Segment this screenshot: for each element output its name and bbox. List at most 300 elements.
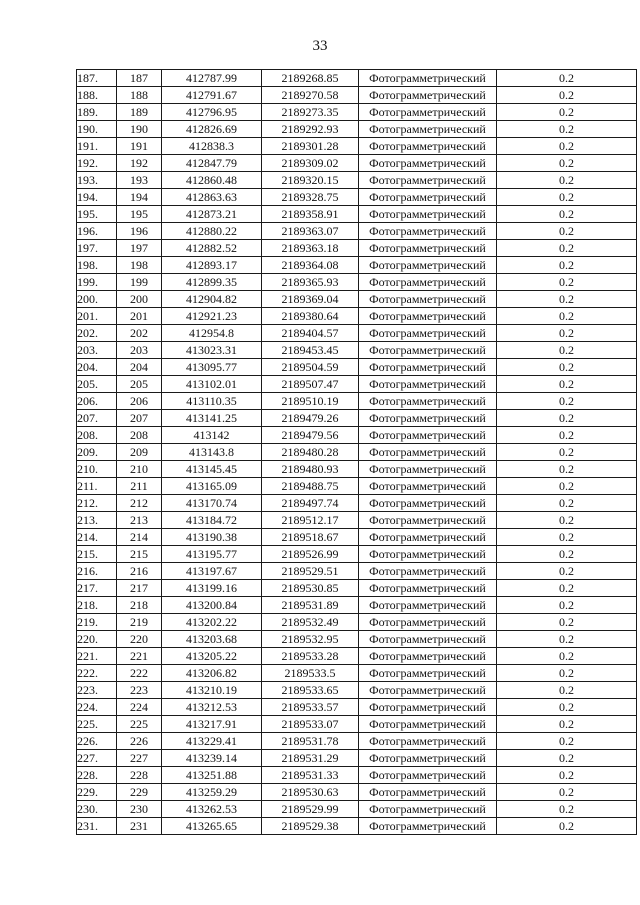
point-id-cell: 207 [117,410,162,427]
row-number-cell: 191. [77,138,117,155]
y-coordinate-cell: 2189268.85 [262,70,359,87]
x-coordinate-cell: 413110.35 [162,393,262,410]
y-coordinate-cell: 2189531.78 [262,733,359,750]
method-cell: Фотограмметрический [359,223,497,240]
table-row [77,240,637,257]
method-cell: Фотограмметрический [359,172,497,189]
accuracy-cell: 0.2 [497,206,637,223]
row-number-cell: 230. [77,801,117,818]
x-coordinate-cell: 412787.99 [162,70,262,87]
accuracy-cell: 0.2 [497,410,637,427]
method-cell: Фотограмметрический [359,478,497,495]
accuracy-cell: 0.2 [497,495,637,512]
row-number-cell: 187. [77,70,117,87]
accuracy-cell: 0.2 [497,104,637,121]
x-coordinate-cell: 413141.25 [162,410,262,427]
y-coordinate-cell: 2189488.75 [262,478,359,495]
y-coordinate-cell: 2189497.74 [262,495,359,512]
point-id-cell: 219 [117,614,162,631]
x-coordinate-cell: 412921.23 [162,308,262,325]
accuracy-cell: 0.2 [497,189,637,206]
point-id-cell: 226 [117,733,162,750]
y-coordinate-cell: 2189363.07 [262,223,359,240]
y-coordinate-cell: 2189479.26 [262,410,359,427]
table-row [77,393,637,410]
accuracy-cell: 0.2 [497,478,637,495]
row-number-cell: 199. [77,274,117,291]
row-number-cell: 214. [77,529,117,546]
table-row [77,444,637,461]
row-number-cell: 218. [77,597,117,614]
method-cell: Фотограмметрический [359,631,497,648]
table-row [77,70,637,87]
table-row [77,291,637,308]
method-cell: Фотограмметрический [359,325,497,342]
table-row [77,682,637,699]
point-id-cell: 209 [117,444,162,461]
point-id-cell: 190 [117,121,162,138]
accuracy-cell: 0.2 [497,325,637,342]
x-coordinate-cell: 413197.67 [162,563,262,580]
accuracy-cell: 0.2 [497,274,637,291]
point-id-cell: 216 [117,563,162,580]
accuracy-cell: 0.2 [497,155,637,172]
y-coordinate-cell: 2189480.93 [262,461,359,478]
accuracy-cell: 0.2 [497,223,637,240]
y-coordinate-cell: 2189380.64 [262,308,359,325]
y-coordinate-cell: 2189531.89 [262,597,359,614]
x-coordinate-cell: 412954.8 [162,325,262,342]
x-coordinate-cell: 413165.09 [162,478,262,495]
row-number-cell: 203. [77,342,117,359]
x-coordinate-cell: 413023.31 [162,342,262,359]
x-coordinate-cell: 412847.79 [162,155,262,172]
y-coordinate-cell: 2189512.17 [262,512,359,529]
method-cell: Фотограмметрический [359,665,497,682]
y-coordinate-cell: 2189309.02 [262,155,359,172]
table-row [77,580,637,597]
point-id-cell: 210 [117,461,162,478]
row-number-cell: 196. [77,223,117,240]
method-cell: Фотограмметрический [359,206,497,223]
x-coordinate-cell: 413102.01 [162,376,262,393]
method-cell: Фотограмметрический [359,342,497,359]
x-coordinate-cell: 413184.72 [162,512,262,529]
x-coordinate-cell: 413265.65 [162,818,262,835]
table-row [77,308,637,325]
table-row [77,155,637,172]
y-coordinate-cell: 2189526.99 [262,546,359,563]
table-row [77,597,637,614]
accuracy-cell: 0.2 [497,767,637,784]
x-coordinate-cell: 413142 [162,427,262,444]
y-coordinate-cell: 2189273.35 [262,104,359,121]
point-id-cell: 202 [117,325,162,342]
row-number-cell: 206. [77,393,117,410]
method-cell: Фотограмметрический [359,546,497,563]
row-number-cell: 204. [77,359,117,376]
row-number-cell: 207. [77,410,117,427]
x-coordinate-cell: 412863.63 [162,189,262,206]
row-number-cell: 193. [77,172,117,189]
table-row [77,801,637,818]
row-number-cell: 228. [77,767,117,784]
y-coordinate-cell: 2189363.18 [262,240,359,257]
row-number-cell: 221. [77,648,117,665]
row-number-cell: 192. [77,155,117,172]
x-coordinate-cell: 413217.91 [162,716,262,733]
accuracy-cell: 0.2 [497,138,637,155]
table-row [77,750,637,767]
row-number-cell: 195. [77,206,117,223]
method-cell: Фотограмметрический [359,87,497,104]
accuracy-cell: 0.2 [497,257,637,274]
accuracy-cell: 0.2 [497,733,637,750]
method-cell: Фотограмметрический [359,410,497,427]
accuracy-cell: 0.2 [497,444,637,461]
x-coordinate-cell: 413145.45 [162,461,262,478]
point-id-cell: 200 [117,291,162,308]
point-id-cell: 199 [117,274,162,291]
coordinates-table-body [77,70,637,835]
point-id-cell: 227 [117,750,162,767]
method-cell: Фотограмметрический [359,70,497,87]
x-coordinate-cell: 413202.22 [162,614,262,631]
point-id-cell: 218 [117,597,162,614]
accuracy-cell: 0.2 [497,801,637,818]
method-cell: Фотограмметрический [359,138,497,155]
row-number-cell: 209. [77,444,117,461]
row-number-cell: 208. [77,427,117,444]
y-coordinate-cell: 2189531.33 [262,767,359,784]
method-cell: Фотограмметрический [359,393,497,410]
row-number-cell: 231. [77,818,117,835]
x-coordinate-cell: 412893.17 [162,257,262,274]
accuracy-cell: 0.2 [497,70,637,87]
table-row [77,733,637,750]
row-number-cell: 190. [77,121,117,138]
point-id-cell: 225 [117,716,162,733]
point-id-cell: 194 [117,189,162,206]
table-row [77,546,637,563]
point-id-cell: 201 [117,308,162,325]
method-cell: Фотограмметрический [359,495,497,512]
y-coordinate-cell: 2189364.08 [262,257,359,274]
table-row [77,172,637,189]
point-id-cell: 189 [117,104,162,121]
point-id-cell: 206 [117,393,162,410]
accuracy-cell: 0.2 [497,784,637,801]
accuracy-cell: 0.2 [497,512,637,529]
x-coordinate-cell: 413212.53 [162,699,262,716]
accuracy-cell: 0.2 [497,308,637,325]
method-cell: Фотограмметрический [359,563,497,580]
row-number-cell: 202. [77,325,117,342]
row-number-cell: 197. [77,240,117,257]
table-row [77,121,637,138]
point-id-cell: 222 [117,665,162,682]
row-number-cell: 188. [77,87,117,104]
accuracy-cell: 0.2 [497,699,637,716]
point-id-cell: 212 [117,495,162,512]
table-row [77,223,637,240]
row-number-cell: 217. [77,580,117,597]
accuracy-cell: 0.2 [497,631,637,648]
x-coordinate-cell: 413206.82 [162,665,262,682]
accuracy-cell: 0.2 [497,461,637,478]
row-number-cell: 219. [77,614,117,631]
method-cell: Фотограмметрический [359,767,497,784]
accuracy-cell: 0.2 [497,648,637,665]
x-coordinate-cell: 413200.84 [162,597,262,614]
point-id-cell: 208 [117,427,162,444]
accuracy-cell: 0.2 [497,580,637,597]
y-coordinate-cell: 2189301.28 [262,138,359,155]
x-coordinate-cell: 413210.19 [162,682,262,699]
point-id-cell: 197 [117,240,162,257]
table-row [77,512,637,529]
point-id-cell: 231 [117,818,162,835]
y-coordinate-cell: 2189531.29 [262,750,359,767]
row-number-cell: 215. [77,546,117,563]
method-cell: Фотограмметрический [359,359,497,376]
method-cell: Фотограмметрический [359,801,497,818]
method-cell: Фотограмметрический [359,784,497,801]
method-cell: Фотограмметрический [359,104,497,121]
x-coordinate-cell: 413259.29 [162,784,262,801]
table-row [77,631,637,648]
x-coordinate-cell: 412882.52 [162,240,262,257]
row-number-cell: 229. [77,784,117,801]
table-row [77,274,637,291]
point-id-cell: 213 [117,512,162,529]
y-coordinate-cell: 2189533.07 [262,716,359,733]
point-id-cell: 193 [117,172,162,189]
method-cell: Фотограмметрический [359,189,497,206]
point-id-cell: 203 [117,342,162,359]
row-number-cell: 223. [77,682,117,699]
row-number-cell: 200. [77,291,117,308]
table-row [77,614,637,631]
method-cell: Фотограмметрический [359,529,497,546]
point-id-cell: 211 [117,478,162,495]
y-coordinate-cell: 2189270.58 [262,87,359,104]
method-cell: Фотограмметрический [359,155,497,172]
accuracy-cell: 0.2 [497,529,637,546]
accuracy-cell: 0.2 [497,359,637,376]
y-coordinate-cell: 2189529.51 [262,563,359,580]
table-row [77,529,637,546]
method-cell: Фотограмметрический [359,291,497,308]
y-coordinate-cell: 2189292.93 [262,121,359,138]
table-row [77,665,637,682]
x-coordinate-cell: 413199.16 [162,580,262,597]
table-row [77,784,637,801]
point-id-cell: 217 [117,580,162,597]
table-row [77,767,637,784]
method-cell: Фотограмметрический [359,461,497,478]
row-number-cell: 226. [77,733,117,750]
method-cell: Фотограмметрический [359,308,497,325]
table-row [77,342,637,359]
point-id-cell: 215 [117,546,162,563]
method-cell: Фотограмметрический [359,648,497,665]
y-coordinate-cell: 2189532.95 [262,631,359,648]
point-id-cell: 221 [117,648,162,665]
row-number-cell: 220. [77,631,117,648]
x-coordinate-cell: 413203.68 [162,631,262,648]
method-cell: Фотограмметрический [359,597,497,614]
accuracy-cell: 0.2 [497,376,637,393]
method-cell: Фотограмметрический [359,614,497,631]
accuracy-cell: 0.2 [497,240,637,257]
table-row [77,461,637,478]
row-number-cell: 211. [77,478,117,495]
x-coordinate-cell: 412826.69 [162,121,262,138]
y-coordinate-cell: 2189533.57 [262,699,359,716]
y-coordinate-cell: 2189453.45 [262,342,359,359]
row-number-cell: 210. [77,461,117,478]
x-coordinate-cell: 412880.22 [162,223,262,240]
x-coordinate-cell: 412899.35 [162,274,262,291]
y-coordinate-cell: 2189533.5 [262,665,359,682]
y-coordinate-cell: 2189507.47 [262,376,359,393]
y-coordinate-cell: 2189510.19 [262,393,359,410]
table-row [77,257,637,274]
y-coordinate-cell: 2189530.63 [262,784,359,801]
accuracy-cell: 0.2 [497,291,637,308]
table-row [77,376,637,393]
row-number-cell: 205. [77,376,117,393]
table-row [77,716,637,733]
row-number-cell: 189. [77,104,117,121]
y-coordinate-cell: 2189504.59 [262,359,359,376]
point-id-cell: 230 [117,801,162,818]
y-coordinate-cell: 2189529.99 [262,801,359,818]
method-cell: Фотограмметрический [359,240,497,257]
y-coordinate-cell: 2189530.85 [262,580,359,597]
row-number-cell: 227. [77,750,117,767]
accuracy-cell: 0.2 [497,665,637,682]
x-coordinate-cell: 413170.74 [162,495,262,512]
point-id-cell: 192 [117,155,162,172]
y-coordinate-cell: 2189532.49 [262,614,359,631]
y-coordinate-cell: 2189529.38 [262,818,359,835]
table-row [77,427,637,444]
row-number-cell: 194. [77,189,117,206]
row-number-cell: 201. [77,308,117,325]
method-cell: Фотограмметрический [359,444,497,461]
method-cell: Фотограмметрический [359,257,497,274]
x-coordinate-cell: 413229.41 [162,733,262,750]
table-row [77,87,637,104]
row-number-cell: 224. [77,699,117,716]
method-cell: Фотограмметрический [359,818,497,835]
row-number-cell: 216. [77,563,117,580]
table-row [77,325,637,342]
row-number-cell: 198. [77,257,117,274]
accuracy-cell: 0.2 [497,682,637,699]
point-id-cell: 196 [117,223,162,240]
row-number-cell: 212. [77,495,117,512]
coordinates-table [76,69,637,835]
x-coordinate-cell: 413190.38 [162,529,262,546]
row-number-cell: 222. [77,665,117,682]
x-coordinate-cell: 412904.82 [162,291,262,308]
x-coordinate-cell: 413195.77 [162,546,262,563]
x-coordinate-cell: 412791.67 [162,87,262,104]
point-id-cell: 198 [117,257,162,274]
point-id-cell: 204 [117,359,162,376]
page-number: 33 [312,38,328,54]
x-coordinate-cell: 413239.14 [162,750,262,767]
table-row [77,648,637,665]
method-cell: Фотограмметрический [359,580,497,597]
method-cell: Фотограмметрический [359,750,497,767]
accuracy-cell: 0.2 [497,750,637,767]
accuracy-cell: 0.2 [497,546,637,563]
accuracy-cell: 0.2 [497,563,637,580]
table-row [77,138,637,155]
table-row [77,818,637,835]
y-coordinate-cell: 2189479.56 [262,427,359,444]
accuracy-cell: 0.2 [497,597,637,614]
row-number-cell: 225. [77,716,117,733]
method-cell: Фотограмметрический [359,427,497,444]
point-id-cell: 223 [117,682,162,699]
y-coordinate-cell: 2189518.67 [262,529,359,546]
method-cell: Фотограмметрический [359,716,497,733]
y-coordinate-cell: 2189369.04 [262,291,359,308]
x-coordinate-cell: 413205.22 [162,648,262,665]
accuracy-cell: 0.2 [497,716,637,733]
point-id-cell: 188 [117,87,162,104]
point-id-cell: 214 [117,529,162,546]
point-id-cell: 205 [117,376,162,393]
table-row [77,359,637,376]
accuracy-cell: 0.2 [497,172,637,189]
accuracy-cell: 0.2 [497,393,637,410]
y-coordinate-cell: 2189404.57 [262,325,359,342]
point-id-cell: 191 [117,138,162,155]
x-coordinate-cell: 412873.21 [162,206,262,223]
x-coordinate-cell: 413262.53 [162,801,262,818]
table-row [77,699,637,716]
point-id-cell: 228 [117,767,162,784]
y-coordinate-cell: 2189365.93 [262,274,359,291]
accuracy-cell: 0.2 [497,818,637,835]
point-id-cell: 224 [117,699,162,716]
table-row [77,563,637,580]
x-coordinate-cell: 413095.77 [162,359,262,376]
accuracy-cell: 0.2 [497,87,637,104]
x-coordinate-cell: 412838.3 [162,138,262,155]
point-id-cell: 229 [117,784,162,801]
method-cell: Фотограмметрический [359,699,497,716]
x-coordinate-cell: 412796.95 [162,104,262,121]
y-coordinate-cell: 2189358.91 [262,206,359,223]
y-coordinate-cell: 2189480.28 [262,444,359,461]
point-id-cell: 220 [117,631,162,648]
x-coordinate-cell: 413251.88 [162,767,262,784]
accuracy-cell: 0.2 [497,427,637,444]
x-coordinate-cell: 413143.8 [162,444,262,461]
accuracy-cell: 0.2 [497,121,637,138]
table-row [77,104,637,121]
x-coordinate-cell: 412860.48 [162,172,262,189]
accuracy-cell: 0.2 [497,342,637,359]
table-row [77,189,637,206]
